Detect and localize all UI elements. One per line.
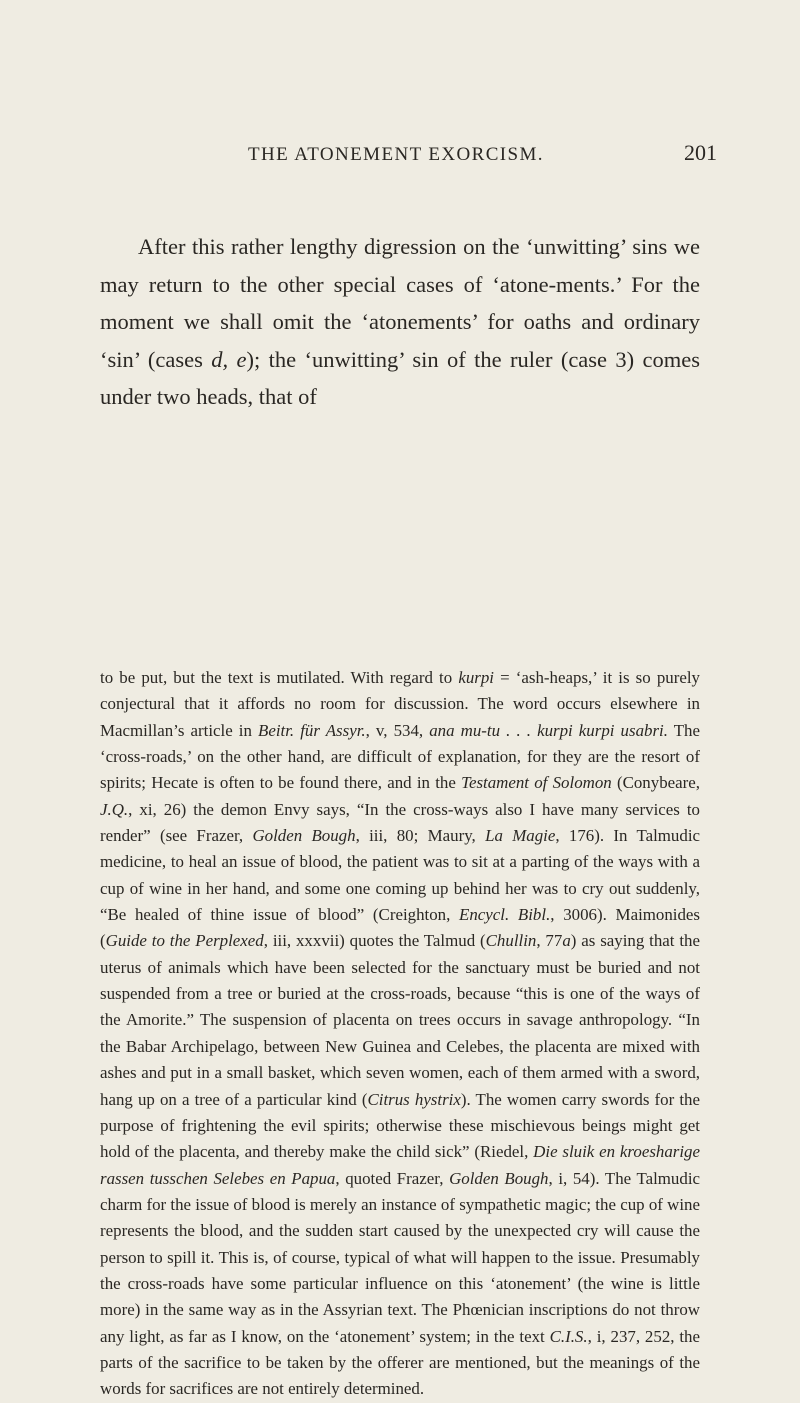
footnote-fragment: , iii, 80; Maury, [355, 826, 486, 846]
footnote-fragment: C.I.S. [549, 1326, 588, 1346]
footnote-fragment: , i, 54). The Talmudic charm for the issue of blood is merely an instance of sympathetic magic; the cup of wine represents the blood, and the sudden start caused by the unexpected cry will cause the person to spill it. This is, of course, typical of what will happen to the issue. Presumably the cross-roads have some particular influence on this ‘atonement’ (the wine is little more) in the same way as in the Assyrian text. The Phœnician inscriptions do not throw any light, as far as I know, on the ‘atonement’ system; in the text [100, 1168, 701, 1346]
footnote-fragment: Encycl. Bibl. [459, 905, 551, 925]
footnote-fragment: ana mu-tu . . . kurpi kurpi usabri. [429, 720, 668, 740]
footnote-fragment: Die sluik en kroesharige rassen tusschen Selebes en Papua [100, 1142, 700, 1188]
footnote-fragment: Beitr. für Assyr. [258, 720, 366, 740]
footnote-fragment: La Magie [485, 826, 556, 846]
footnote [100, 665, 700, 1403]
footnote-fragment: to be put, but the text is mutilated. With regard to [100, 668, 459, 687]
footnote-fragment: , i, 237, 252, the parts of the sacrifice to be taken by the offerer are mentioned, but the meanings of the words for sacrifices are not entirely determined. [100, 1326, 701, 1399]
footnote-fragment: , xi, 26) the demon Envy says, “In the cross-ways also I have many services to render” (see Frazer, [100, 799, 700, 846]
running-head: THE ATONEMENT EXORCISM. [248, 144, 544, 165]
footnote-text [100, 665, 700, 1403]
footnote-fragment: , quoted Frazer, [335, 1168, 450, 1188]
paragraph-text: After this rather lengthy digression on the ‘unwitting’ sins we may return to the other special cases of ‘atone-ments.’ For the moment we shall omit the ‘atonements’ for oaths and ordinary ‘sin’ (cases d, e); the ‘unwitting’ sin of the ruler (case 3) comes under two heads, that of [100, 234, 700, 409]
footnote-fragment: Citrus hystrix [367, 1089, 461, 1109]
footnote-fragment: Golden Bough [252, 826, 356, 846]
page-number: 201 [684, 140, 717, 165]
footnote-fragment: , iii, xxxvii) quotes the Talmud ( [263, 931, 486, 951]
footnote-fragment: , v, 534, [365, 720, 430, 740]
footnote-fragment: , 3006). Maimonides ( [100, 905, 701, 951]
footnote-fragment: a [562, 931, 571, 951]
footnote-fragment: kurpi [458, 668, 494, 687]
footnote-fragment: Chullin [485, 931, 537, 951]
footnote-fragment: Golden Bough [449, 1168, 549, 1188]
footnote-fragment: The ‘cross-roads,’ on the other hand, are difficult of explanation, for they are the resort of spirits; Hecate is often to be found there, and in the [100, 720, 700, 793]
footnote-fragment: J.Q. [100, 799, 129, 819]
footnote-fragment: , 176). In Talmudic medicine, to heal an issue of blood, the patient was to sit at a parting of the ways with a cup of wine in her hand, and some one coming up behind her was to cry out suddenly, “Be healed of thine issue of blood” (Creighton, [100, 826, 701, 925]
footnote-fragment: Guide to the Perplexed [105, 931, 264, 951]
footnote-fragment: ) as saying that the uterus of animals which have been selected for the sanctuary must be buried and not suspended from a tree or buried at the cross-roads, because “this is one of the ways of the Amorite.” The suspension of placenta on trees occurs in savage anthropology. “In the Babar Archipelago, between New Guinea and Celebes, the placenta are mixed with ashes and put in a small basket, which seven women, each of them armed with a sword, hang up on a tree of a particular kind ( [100, 931, 700, 1109]
footnote-fragment: ). The women carry swords for the purpose of frightening the evil spirits; otherwise these mischievous beings might get hold of the placenta, and thereby make the child sick” (Riedel, [100, 1089, 701, 1162]
footnote-fragment: (Conybeare, [611, 773, 700, 793]
footnote-fragment: Testament of Solomon [461, 773, 612, 793]
main-paragraph [100, 228, 700, 416]
footnote-fragment: = ‘ash-heaps,’ it is so purely conjectural that it affords no room for discussion. The word occurs elsewhere in Macmillan’s article in [100, 668, 700, 740]
footnote-fragment: , 77 [536, 931, 563, 951]
